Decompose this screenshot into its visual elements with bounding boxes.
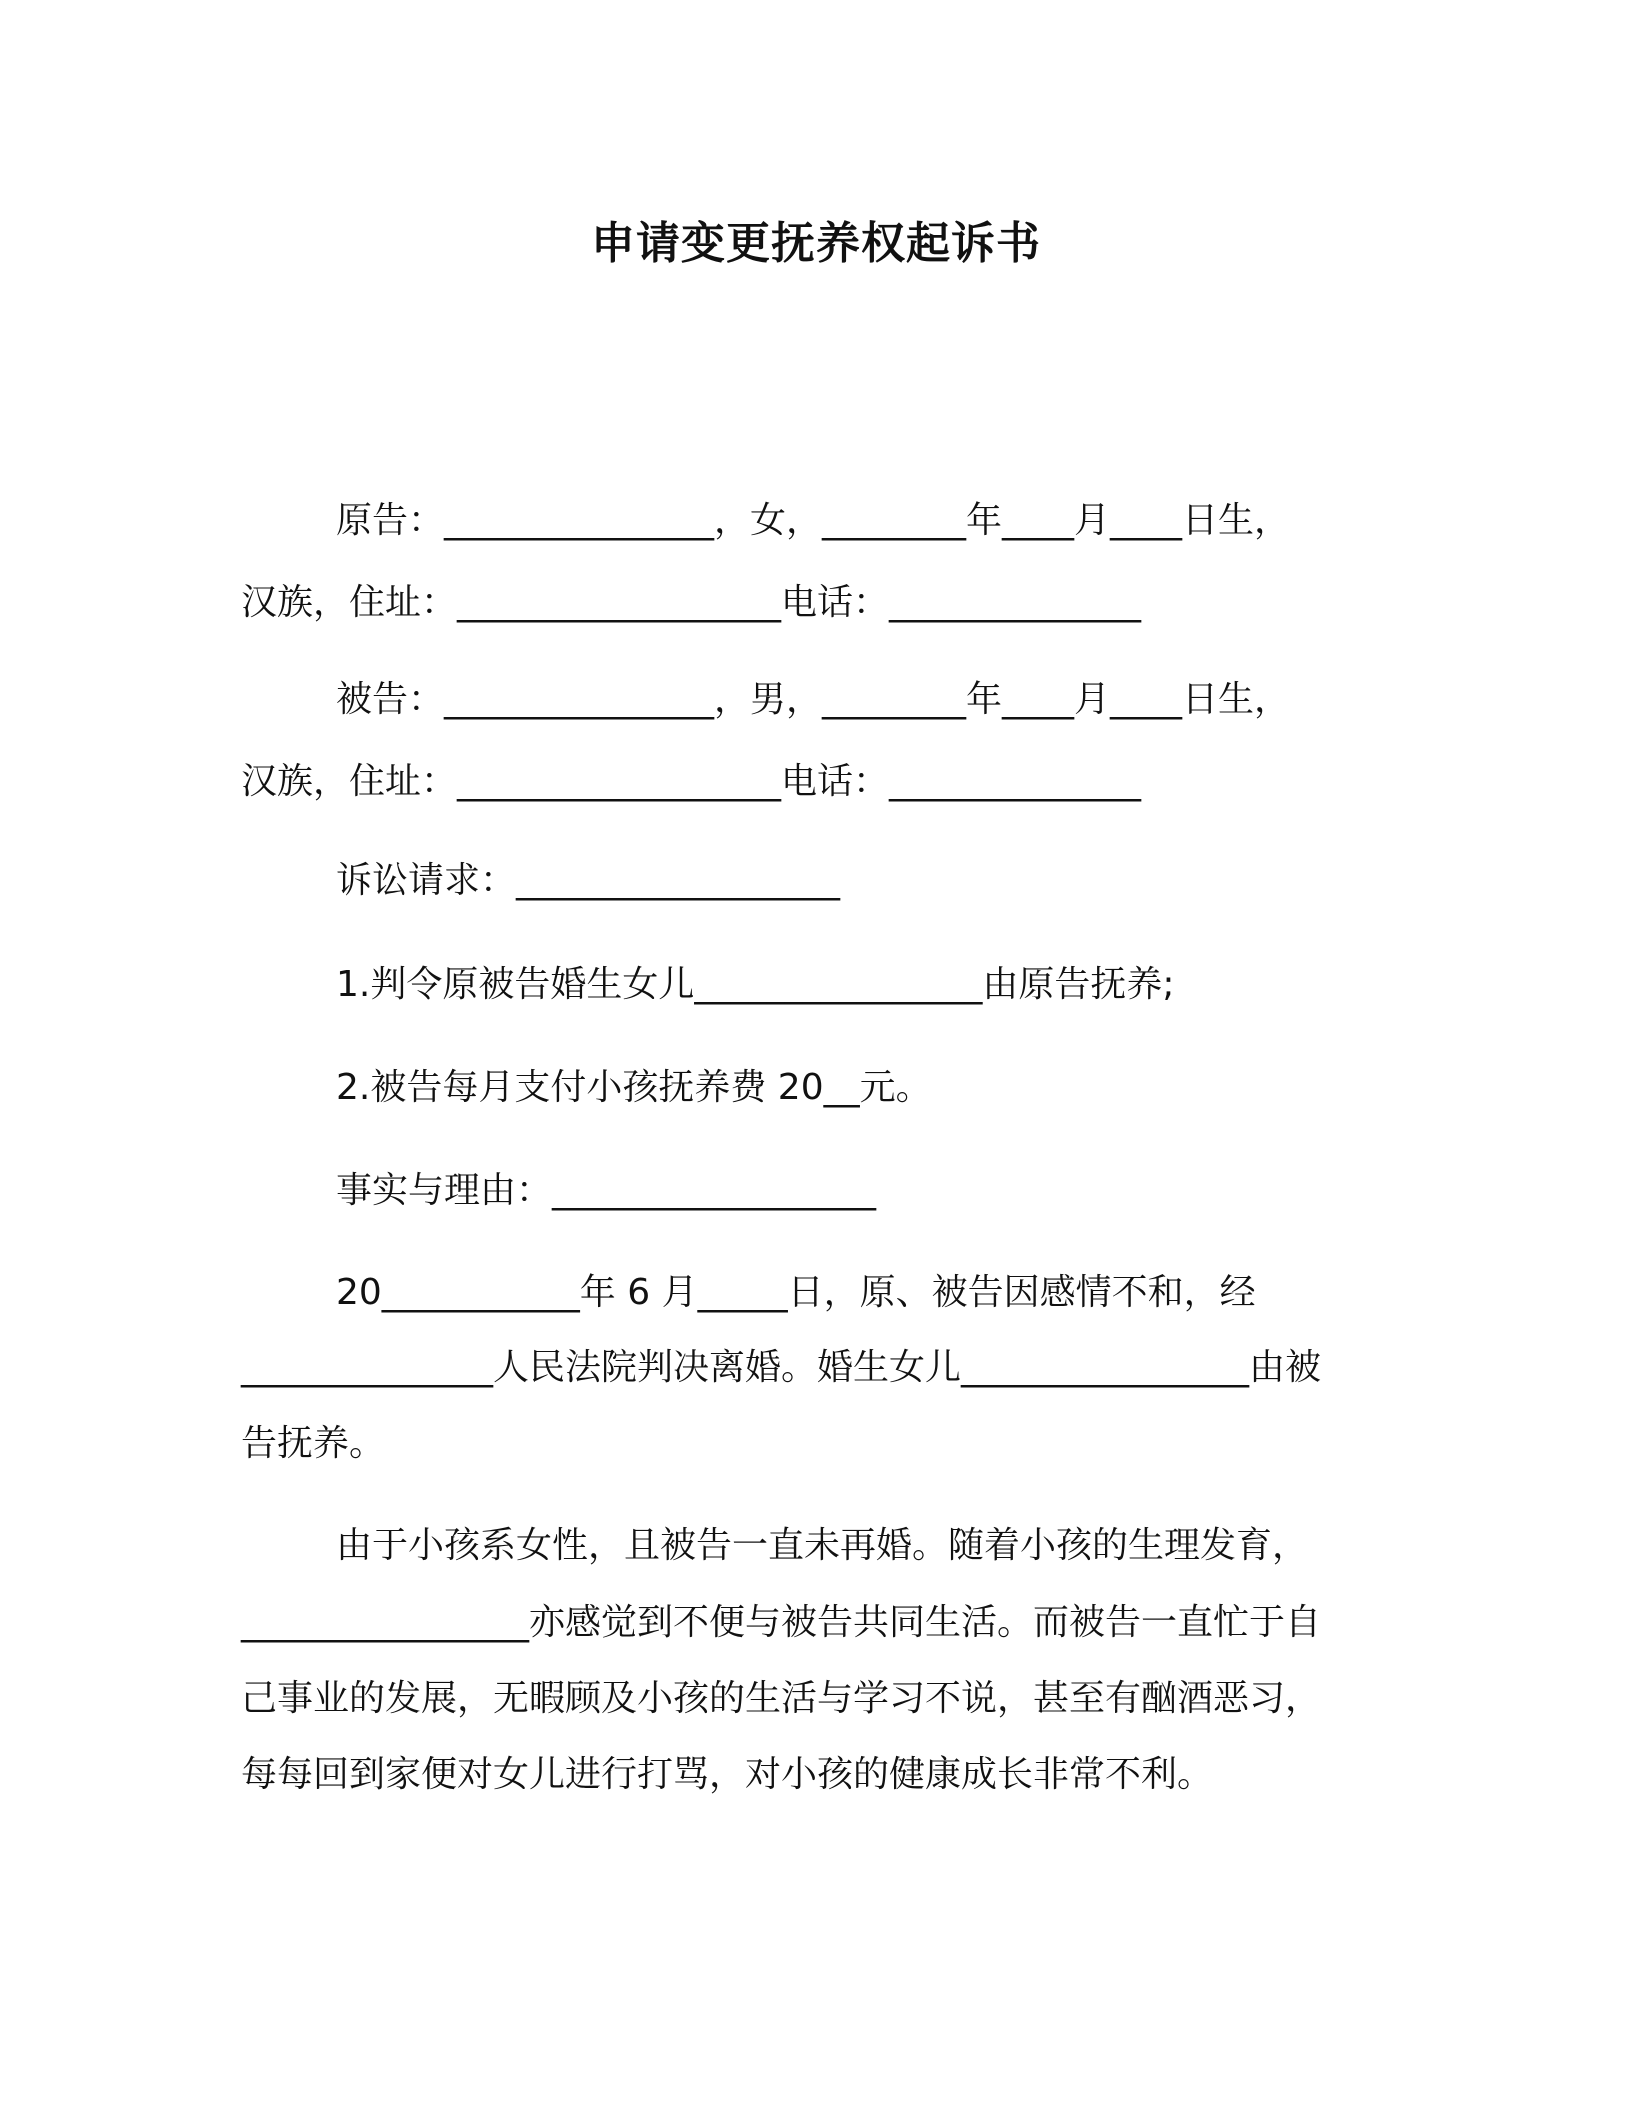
facts-paragraph-2-line-2: ________________亦感觉到不便与被告共同生活。而被告一直忙于自 [241,1602,1322,1643]
claims-heading: 诉讼请求：__________________ [336,860,841,901]
facts-paragraph-2-line-1: 由于小孩系女性，且被告一直未再婚。随着小孩的生理发育， [336,1525,1309,1566]
claim-item-1: 1.判令原被告婚生女儿________________由原告抚养; [336,964,1175,1005]
facts-paragraph-2-line-4: 每每回到家便对女儿进行打骂，对小孩的健康成长非常不利。 [241,1754,1214,1795]
plaintiff-line-1: 原告：_______________，女，________年____月____日生， [336,500,1291,541]
facts-paragraph-1-line-3: 告抚养。 [241,1423,386,1464]
defendant-line-2: 汉族，住址：__________________电话：______________ [241,761,1142,802]
defendant-line-1: 被告：_______________，男，________年____月____日生， [336,679,1291,720]
claim-item-2: 2.被告每月支付小孩抚养费 20__元。 [336,1067,932,1108]
facts-paragraph-2-line-3: 己事业的发展，无暇顾及小孩的生活与学习不说，甚至有酗酒恶习， [241,1678,1322,1719]
plaintiff-line-2: 汉族，住址：__________________电话：______________ [241,582,1142,623]
document-title: 申请变更抚养权起诉书 [591,218,1041,269]
facts-heading: 事实与理由：__________________ [336,1170,877,1211]
facts-paragraph-1-line-2: ______________人民法院判决离婚。婚生女儿________________由被 [241,1347,1322,1388]
facts-paragraph-1-line-1: 20___________年 6 月_____日，原、被告因感情不和，经 [336,1272,1256,1313]
